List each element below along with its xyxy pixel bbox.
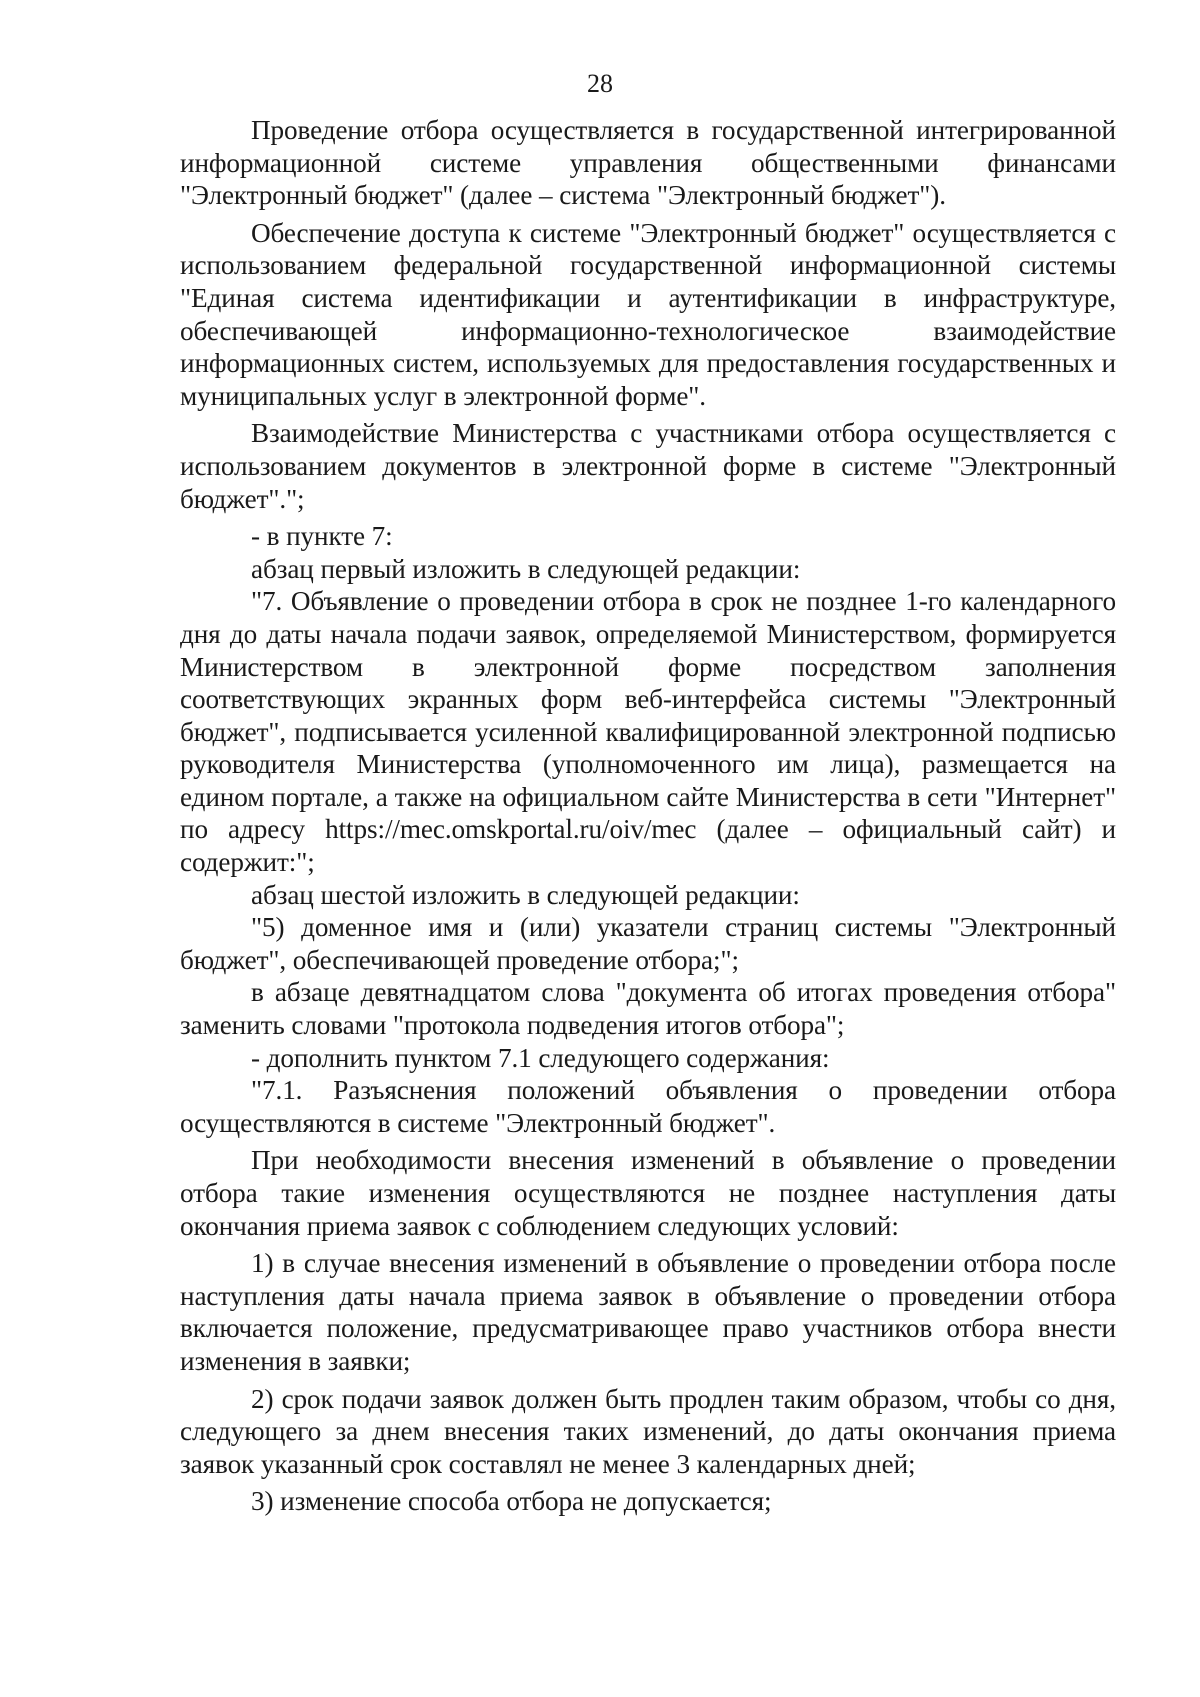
paragraph: Проведение отбора осуществляется в государственной интегрированной информационной системе управления общественными финансами "Электронный бюджет" (далее – система "Электронный бюджет").: [180, 115, 1116, 211]
paragraph: Обеспечение доступа к системе "Электронный бюджет" осуществляется с использованием федеральной государственной информационной системы "Единая система идентификации и аутентификации в инфраструктуре, обеспечивающей информационно-технологическое взаимодействие информационных систем, используемых для предоставления государственных и муниципальных услуг в электронной форме".: [180, 217, 1116, 411]
paragraph: 2) срок подачи заявок должен быть продлен таким образом, чтобы со дня, следующего за днем внесения таких изменений, до даты окончания приема заявок указанный срок составлял не менее 3 календарных дней;: [180, 1383, 1116, 1479]
paragraph: 1) в случае внесения изменений в объявление о проведении отбора после наступления даты начала приема заявок в объявление о проведении отбора включается положение, предусматривающее право участников отбора внести изменения в заявки;: [180, 1248, 1116, 1376]
paragraph: абзац шестой изложить в следующей редакции:: [251, 879, 800, 910]
paragraph: "7.1. Разъяснения положений объявления о проведении отбора осуществляются в системе "Электронный бюджет".: [180, 1075, 1116, 1138]
paragraph: "7. Объявление о проведении отбора в срок не позднее 1-го календарного дня до даты начала подачи заявок, определяемой Министерством, формируется Министерством в электронной форме посредством заполнения соответствующих экранных форм веб-интерфейса системы "Электронный бюджет", подписывается усиленной квалифицированной электронной подписью руководителя Министерства (уполномоченного им лица), размещается на едином портале, а также на официальном сайте Министерства в сети "Интернет" по адресу https://mec.omskportal.ru/oiv/mec (далее – официальный сайт) и содержит:";: [180, 586, 1116, 878]
document-body: [180, 114, 1116, 1523]
page-number: 28: [587, 69, 613, 98]
paragraph: абзац первый изложить в следующей редакции:: [251, 553, 801, 584]
paragraph: в абзаце девятнадцатом слова "документа об итогах проведения отбора" заменить словами "протокола подведения итогов отбора";: [180, 977, 1116, 1041]
paragraph: "5) доменное имя и (или) указатели страниц системы "Электронный бюджет", обеспечивающей проведение отбора;";: [180, 912, 1116, 975]
paragraph: - дополнить пунктом 7.1 следующего содержания:: [251, 1042, 830, 1073]
paragraph: - в пункте 7:: [251, 521, 393, 552]
paragraph: Взаимодействие Министерства с участниками отбора осуществляется с использованием документов в электронной форме в системе "Электронный бюджет".";: [180, 418, 1116, 514]
paragraph: При необходимости внесения изменений в объявление о проведении отбора такие изменения осуществляются не позднее наступления даты окончания приема заявок с соблюдением следующих условий:: [180, 1145, 1116, 1241]
paragraph: 3) изменение способа отбора не допускается;: [251, 1486, 772, 1517]
